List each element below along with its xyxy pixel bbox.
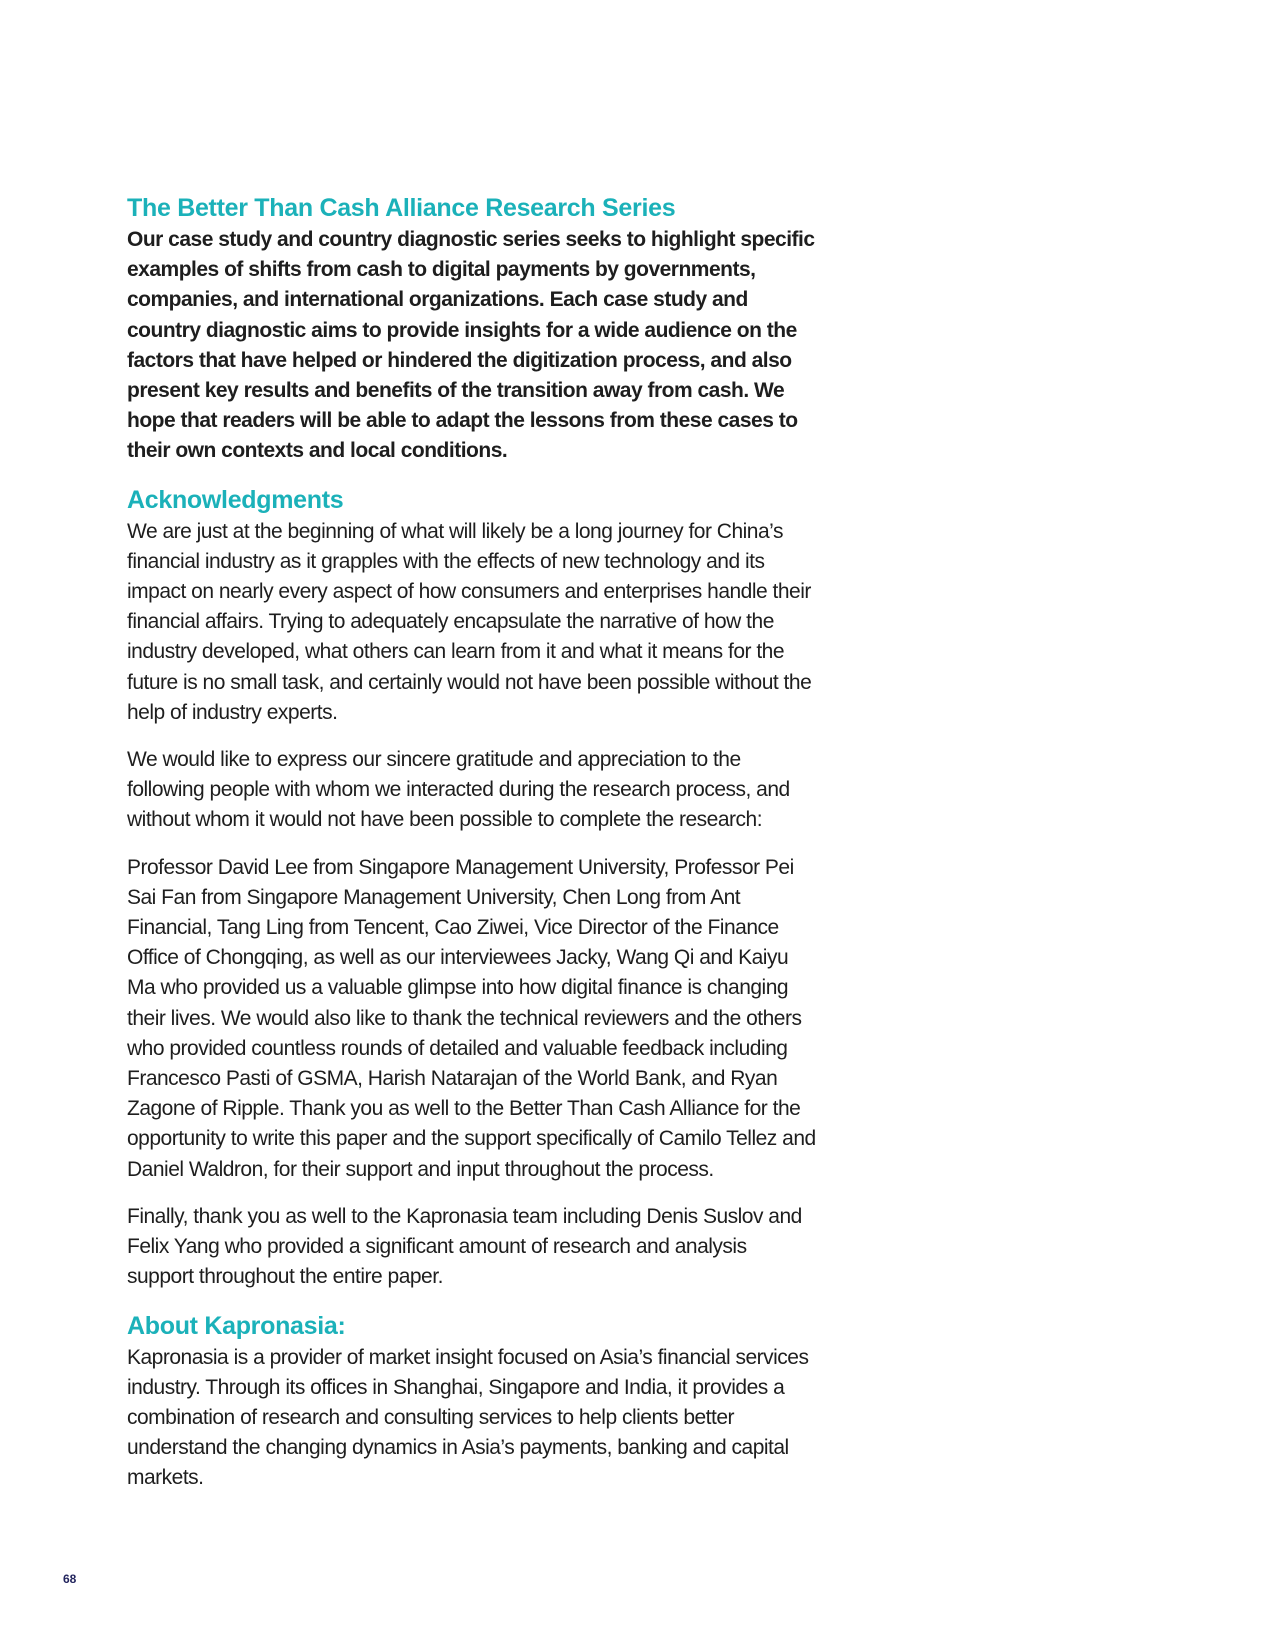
- page-number: 68: [63, 1572, 77, 1586]
- series-heading: The Better Than Cash Alliance Research Series: [127, 194, 676, 222]
- about-text: Kapronasia is a provider of market insight focused on Asia’s financial services industry. Through its offices in Shanghai, Singapore and India, it provides a combination of research and consulting services to help clients better understand the changing dynamics in Asia’s payments, banking and capital markets.: [127, 1345, 809, 1490]
- acknowledgments-heading: Acknowledgments: [127, 485, 344, 514]
- acknowledgments-paragraph-3: Professor David Lee from Singapore Management University, Professor Pei Sai Fan from Singapore Management University, Chen Long from Ant Financial, Tang Ling from Tencent, Cao Ziwei, Vice Director of the Finance Office of Chongqing, as well as our interviewees Jacky, Wang Qi and Kaiyu Ma who provided us a valuable glimpse into how digital finance is changing their lives. We would also like to thank the technical reviewers and the others who provided countless rounds of detailed and valuable feedback including Francesco Pasti of GSMA, Harish Natarajan of the World Bank, and Ryan Zagone of Ripple. Thank you as well to the Better Than Cash Alliance for the opportunity to write this paper and the support specifically of Camilo Tellez and Daniel Waldron, for their support and input throughout the process.: [127, 855, 816, 1181]
- acknowledgments-paragraph-2: We would like to express our sincere gratitude and appreciation to the following people with whom we interacted during the research process, and without whom it would not have been possible to complete the research:: [127, 748, 790, 832]
- page-content: [127, 192, 817, 1494]
- about-heading: About Kapronasia:: [127, 1311, 346, 1340]
- acknowledgments-paragraph-1: We are just at the beginning of what will likely be a long journey for China’s financial industry as it grapples with the effects of new technology and its impact on nearly every aspect of how consumers and enterprises handle their financial affairs. Trying to adequately encapsulate the narrative of how the industry developed, what others can learn from it and what it means for the future is no small task, and certainly would not have been possible without the help of industry experts.: [127, 519, 812, 724]
- series-intro: Our case study and country diagnostic series seeks to highlight specific examples of shifts from cash to digital payments by governments, companies, and international organizations. Each case study and country diagnostic aims to provide insights for a wide audience on the factors that have helped or hindered the digitization process, and also present key results and benefits of the transition away from cash. We hope that readers will be able to adapt the lessons from these cases to their own contexts and local conditions.: [127, 228, 815, 463]
- acknowledgments-paragraph-4: Finally, thank you as well to the Kapronasia team including Denis Suslov and Felix Yang who provided a significant amount of research and analysis support throughout the entire paper.: [127, 1204, 802, 1289]
